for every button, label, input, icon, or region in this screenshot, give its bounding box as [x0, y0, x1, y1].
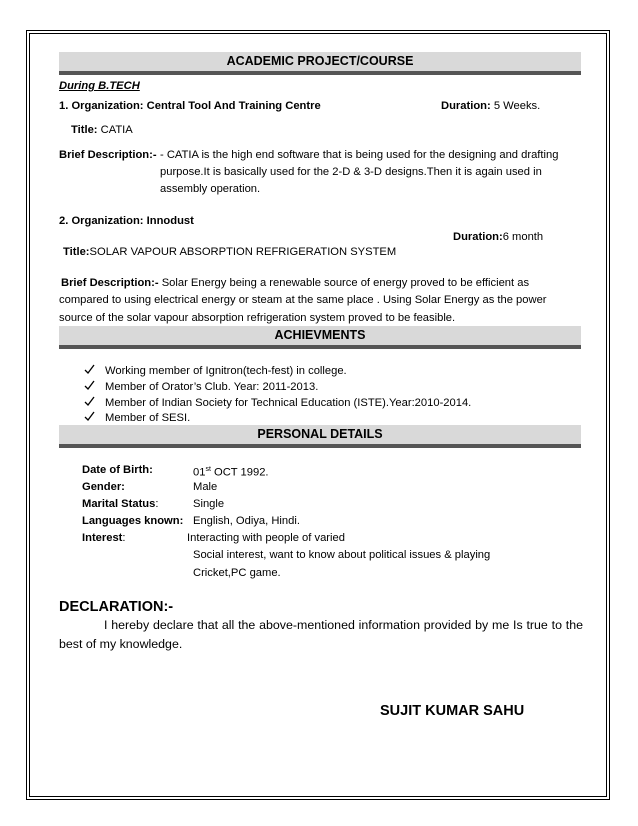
- achievement-text: Member of Indian Society for Technical Education (ISTE).Year:2010-2014.: [105, 397, 472, 409]
- project1-brief-line2: purpose.It is basically used for the 2-D & 3-D designs.Then it is again used in: [160, 166, 542, 178]
- project1-duration-value: 5 Weeks.: [490, 100, 541, 112]
- academic-section-title: ACADEMIC PROJECT/COURSE: [226, 54, 414, 68]
- achievements-section-title: ACHIEVMENTS: [274, 328, 366, 342]
- checkmark-icon: [84, 364, 105, 378]
- project2-title: [63, 245, 396, 259]
- gender-value: Male: [193, 481, 218, 493]
- project1-brief-label: Brief Description:-: [59, 149, 157, 161]
- interest-line3: Cricket,PC game.: [193, 567, 281, 579]
- project2-brief-line2: compared to using electrical energy or steam at the same place . Using Solar Energy as the power: [59, 294, 547, 306]
- marital-label-text: Marital Status: [82, 498, 156, 510]
- personal-section-header: [59, 425, 581, 448]
- project2-brief-line3: source of the solar vapour absorption refrigeration system proved to be feasible.: [59, 312, 456, 324]
- academic-section-header: [59, 52, 581, 75]
- project1-organization: 1. Organization: Central Tool And Training Centre: [59, 100, 321, 112]
- project2-title-label: Title:: [63, 246, 90, 258]
- achievement-item: [84, 411, 190, 425]
- project2-organization: 2. Organization: Innodust: [59, 215, 194, 227]
- achievement-text: Working member of Ignitron(tech-fest) in college.: [105, 365, 347, 377]
- checkmark-icon: [84, 380, 105, 394]
- interest-line1: Interacting with people of varied: [187, 532, 345, 544]
- dob-rest: OCT 1992.: [210, 466, 269, 479]
- achievement-item: [84, 380, 318, 394]
- dob-suffix: st: [205, 466, 211, 473]
- marital-value: Single: [193, 498, 225, 510]
- project2-title-value: SOLAR VAPOUR ABSORPTION REFRIGERATION SYSTEM: [89, 246, 397, 258]
- project1-duration: [441, 99, 540, 113]
- dob-value: [193, 463, 269, 480]
- marital-label: [82, 497, 158, 511]
- project1-title: [71, 123, 133, 137]
- project2-brief-line1: [61, 276, 529, 290]
- languages-label: Languages known:: [82, 515, 184, 527]
- interest-label: [82, 531, 126, 545]
- declaration-heading: DECLARATION:-: [59, 599, 174, 615]
- project1-brief-line1: - CATIA is the high end software that is being used for the designing and drafting: [160, 149, 559, 161]
- achievements-section-header: [59, 326, 581, 349]
- achievement-item: [84, 396, 471, 410]
- project1-title-label: Title:: [71, 124, 98, 136]
- project1-title-value: CATIA: [97, 124, 133, 136]
- interest-label-text: Interest: [82, 532, 123, 544]
- checkmark-icon: [84, 411, 105, 425]
- declaration-body: I hereby declare that all the above-mentioned information provided by me Is true to the best of my knowledge.: [59, 618, 583, 651]
- dob-label: Date of Birth:: [82, 464, 153, 476]
- achievement-text: Member of Orator’s Club. Year: 2011-2013.: [105, 381, 319, 393]
- marital-colon: :: [155, 498, 159, 510]
- project2-duration-value: 6 month: [502, 231, 544, 243]
- achievement-item: [84, 364, 347, 378]
- achievement-text: Member of SESI.: [105, 412, 191, 424]
- interest-colon: :: [122, 532, 126, 544]
- checkmark-icon: [84, 396, 105, 410]
- dob-day: 01: [193, 466, 206, 479]
- personal-section-title: PERSONAL DETAILS: [257, 427, 383, 441]
- interest-line2: Social interest, want to know about political issues & playing: [193, 549, 491, 561]
- languages-value: English, Odiya, Hindi.: [193, 515, 300, 527]
- signature-name: SUJIT KUMAR SAHU: [380, 703, 525, 719]
- project1-duration-label: Duration:: [441, 100, 491, 112]
- during-btech-label: During B.TECH: [59, 80, 140, 92]
- project2-duration-label: Duration:: [453, 231, 503, 243]
- project2-brief-label: Brief Description:-: [61, 277, 159, 289]
- project1-brief-line3: assembly operation.: [160, 183, 261, 195]
- project2-duration: [453, 230, 543, 244]
- gender-label: Gender:: [82, 481, 125, 493]
- project2-brief-first: Solar Energy being a renewable source of energy proved to be efficient as: [158, 277, 530, 289]
